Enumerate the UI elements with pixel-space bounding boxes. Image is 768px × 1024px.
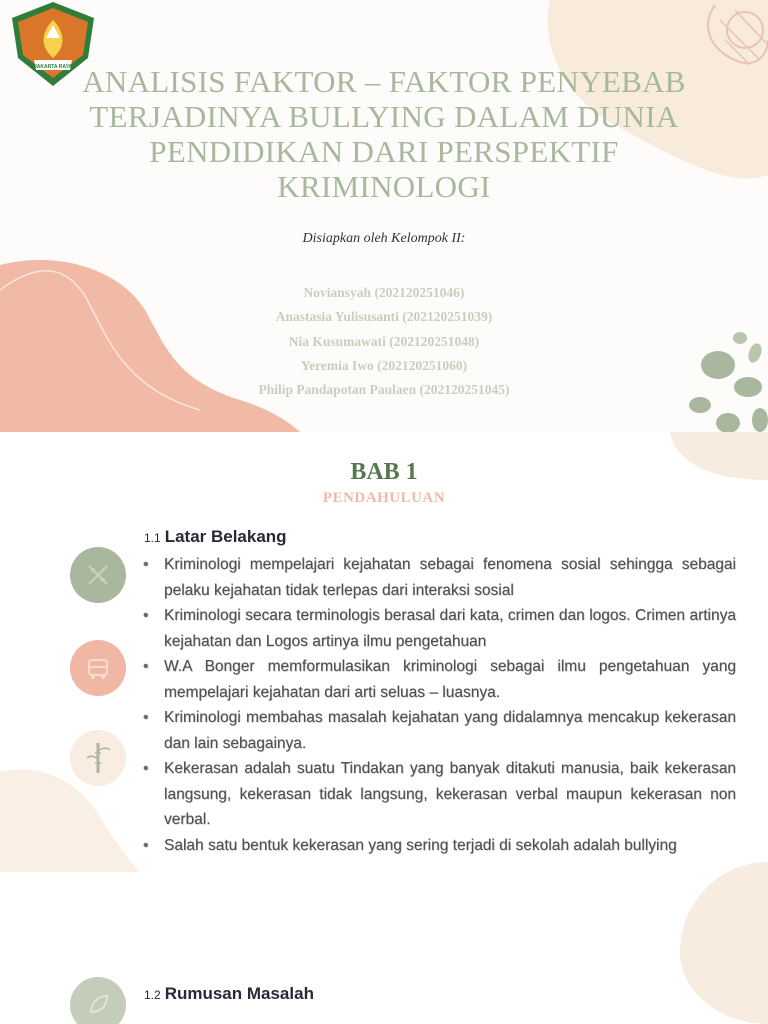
bullet-item: • Salah satu bentuk kekerasan yang sering terjadi di sekolah adalah bullying [140, 833, 736, 859]
leaf-icon [83, 990, 113, 1020]
section-number: 1.2 [144, 988, 161, 1002]
bullet-item: • Kriminologi mempelajari kejahatan sebagai fenomena sosial sehingga sebagai pelaku kejahatan tidak terlepas dari interaksi sosial [140, 552, 736, 603]
dna-icon-badge [70, 547, 126, 603]
member-item: Noviansyah (202120251046) [303, 285, 465, 300]
bullet-item: • Kriminologi membahas masalah kejahatan yang didalamnya mencakup kekerasan dan lain sebagainya. [140, 705, 736, 756]
latar-belakang-bullets [140, 552, 736, 858]
chapter-slide [0, 432, 768, 1024]
bamboo-icon-badge [70, 730, 126, 786]
section-heading-rumusan-masalah [144, 984, 314, 1004]
section-heading-latar-belakang [144, 527, 287, 547]
bullet-item: • Kriminologi secara terminologis berasal dari kata, crimen dan logos. Crimen artinya kejahatan dan Logos artinya ilmu pengetahuan [140, 603, 736, 654]
section-title: Rumusan Masalah [164, 984, 314, 1003]
bullet-item: • W.A Bonger memformulasikan kriminologi sebagai ilmu pengetahuan yang mempelajari kejahatan dari arti seluas – luasnya. [140, 654, 736, 705]
bus-icon [83, 653, 113, 683]
cream-blob-left [0, 762, 140, 872]
section-title: Latar Belakang [164, 527, 287, 546]
dna-icon [83, 560, 113, 590]
bamboo-icon [83, 741, 113, 775]
leaf-icon-badge [70, 977, 126, 1024]
member-item: Anastasia Yulisusanti (202120251039) [275, 309, 493, 325]
member-item: Nia Kusumawati (202120251048) [288, 333, 480, 349]
member-list [0, 281, 768, 402]
cover-title: ANALISIS FAKTOR – FAKTOR PENYEBAB TERJADINYA BULLYING DALAM DUNIA PENDIDIKAN DARI PERSPEKTIF KRIMINOLOGI [82, 64, 686, 204]
section-number: 1.1 [144, 531, 161, 545]
chapter-subtitle: PENDAHULUAN [322, 490, 446, 506]
chapter-title: BAB 1 [350, 459, 418, 485]
cream-circle-bottom-right [670, 862, 768, 1024]
bullet-item: • Kekerasan adalah suatu Tindakan yang banyak ditakuti manusia, baik kekerasan langsung, kekerasan tidak langsung, kekerasan verbal maupun kekerasan non verbal. [140, 756, 736, 833]
bus-icon-badge [70, 640, 126, 696]
logo-caption: JAKARTA RAYA [34, 64, 72, 70]
cover-slide [0, 0, 768, 432]
prepared-by-label: Disiapkan oleh Kelompok II: [302, 231, 466, 246]
member-item: Yeremia Iwo (202120251060) [300, 357, 468, 373]
member-item: Philip Pandapotan Paulaen (202120251045) [258, 382, 510, 398]
